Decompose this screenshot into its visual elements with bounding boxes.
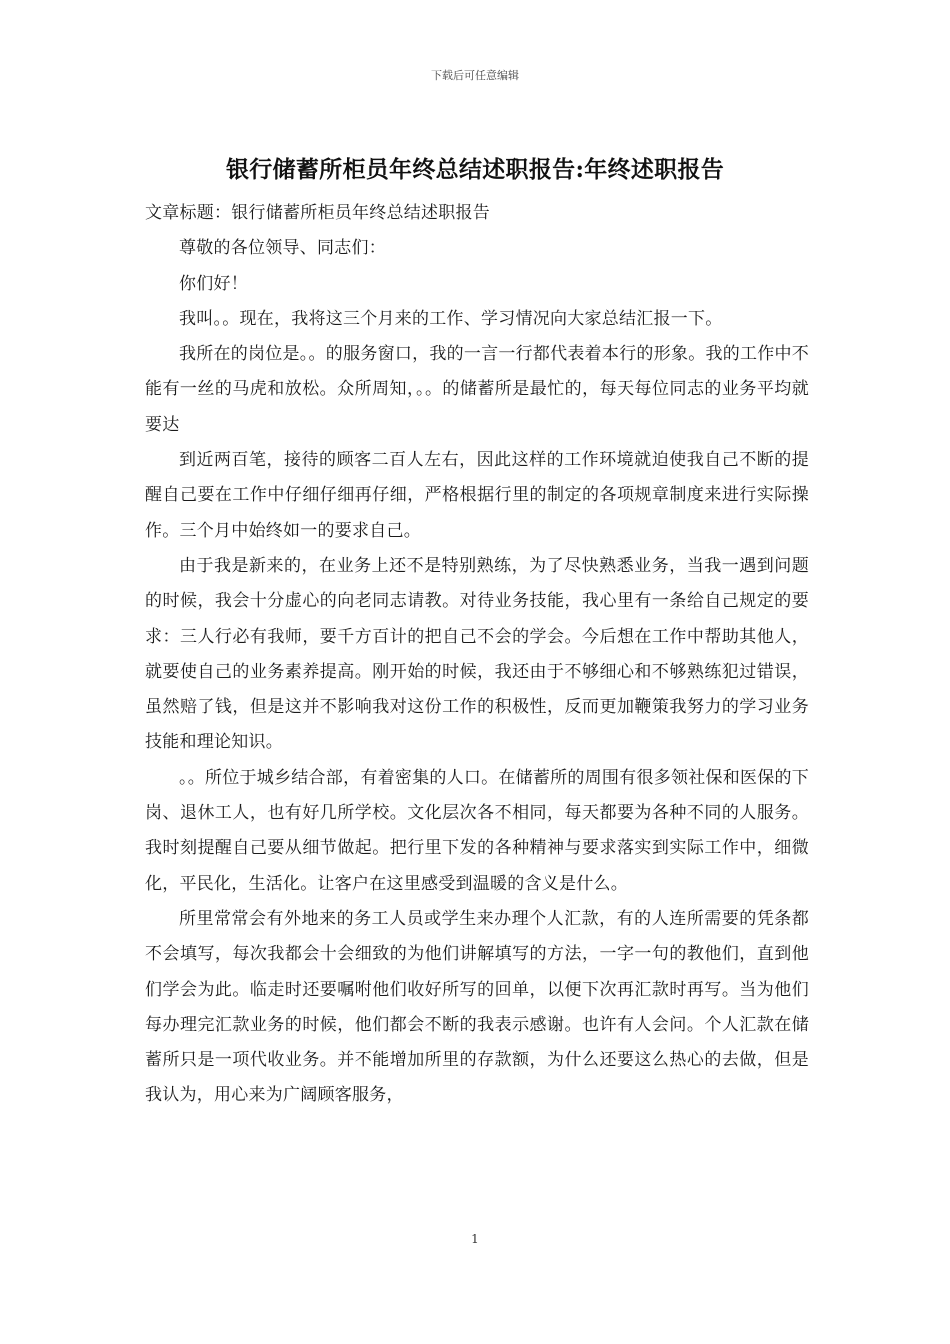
paragraph: 我所在的岗位是。。的服务窗口，我的一言一行都代表着本行的形象。我的工作中不能有一丝的马虎和放松。众所周知，。。的储蓄所是最忙的，每天每位同志的业务平均就要达 (145, 344, 809, 435)
paragraph: 到近两百笔，接待的顾客二百人左右，因此这样的工作环境就迫使我自己不断的提醒自己要在工作中仔细仔细再仔细，严格根据行里的制定的各项规章制度来进行实际操作。三个月中始终如一的要求自己。 (145, 450, 809, 541)
article-title-line: 文章标题：银行储蓄所柜员年终总结述职报告 (145, 203, 490, 223)
paragraph: 由于我是新来的，在业务上还不是特别熟练，为了尽快熟悉业务，当我一遇到问题的时候，我会十分虚心的向老同志请教。对待业务技能，我心里有一条给自己规定的要求：三人行必有我师，要千方百计的把自己不会的学会。今后想在工作中帮助其他人，就要使自己的业务素养提高。刚开始的时候，我还由于不够细心和不够熟练犯过错误，虽然赔了钱，但是这并不影响我对这份工作的积极性，反而更加鞭策我努力的学习业务技能和理论知识。 (145, 555, 809, 753)
salutation: 尊敬的各位领导、同志们： (179, 238, 386, 259)
paragraph: 所里常常会有外地来的务工人员或学生来办理个人汇款，有的人连所需要的凭条都不会填写，每次我都会十会细致的为他们讲解填写的方法，一字一句的教他们，直到他们学会为此。临走时还要嘱咐他们收好所写的回单，以便下次再汇款时再写。当为他们每办理完汇款业务的时候，他们都会不断的我表示感谢。也许有人会问。个人汇款在储蓄所只是一项代收业务。并不能增加所里的存款额，为什么还要这么热心的去做，但是我认为，用心来为广阔顾客服务， (145, 908, 809, 1106)
paragraph: 我叫。。现在，我将这三个月来的工作、学习情况向大家总结汇报一下。 (179, 308, 723, 329)
paragraph: 。。所位于城乡结合部，有着密集的人口。在储蓄所的周围有很多领社保和医保的下岗、退休工人，也有好几所学校。文化层次各不相同，每天都要为各种不同的人服务。我时刻提醒自己要从细节做起。把行里下发的各种精神与要求落实到实际工作中，细微化，平民化，生活化。让客户在这里感受到温暖的含义是什么。 (145, 767, 809, 894)
greeting: 你们好！ (179, 273, 248, 294)
document-title: 银行储蓄所柜员年终总结述职报告:年终述职报告 (225, 156, 725, 183)
header-note: 下载后可任意编辑 (431, 69, 519, 82)
page-number: 1 (471, 1232, 479, 1246)
document-body (145, 196, 809, 1114)
